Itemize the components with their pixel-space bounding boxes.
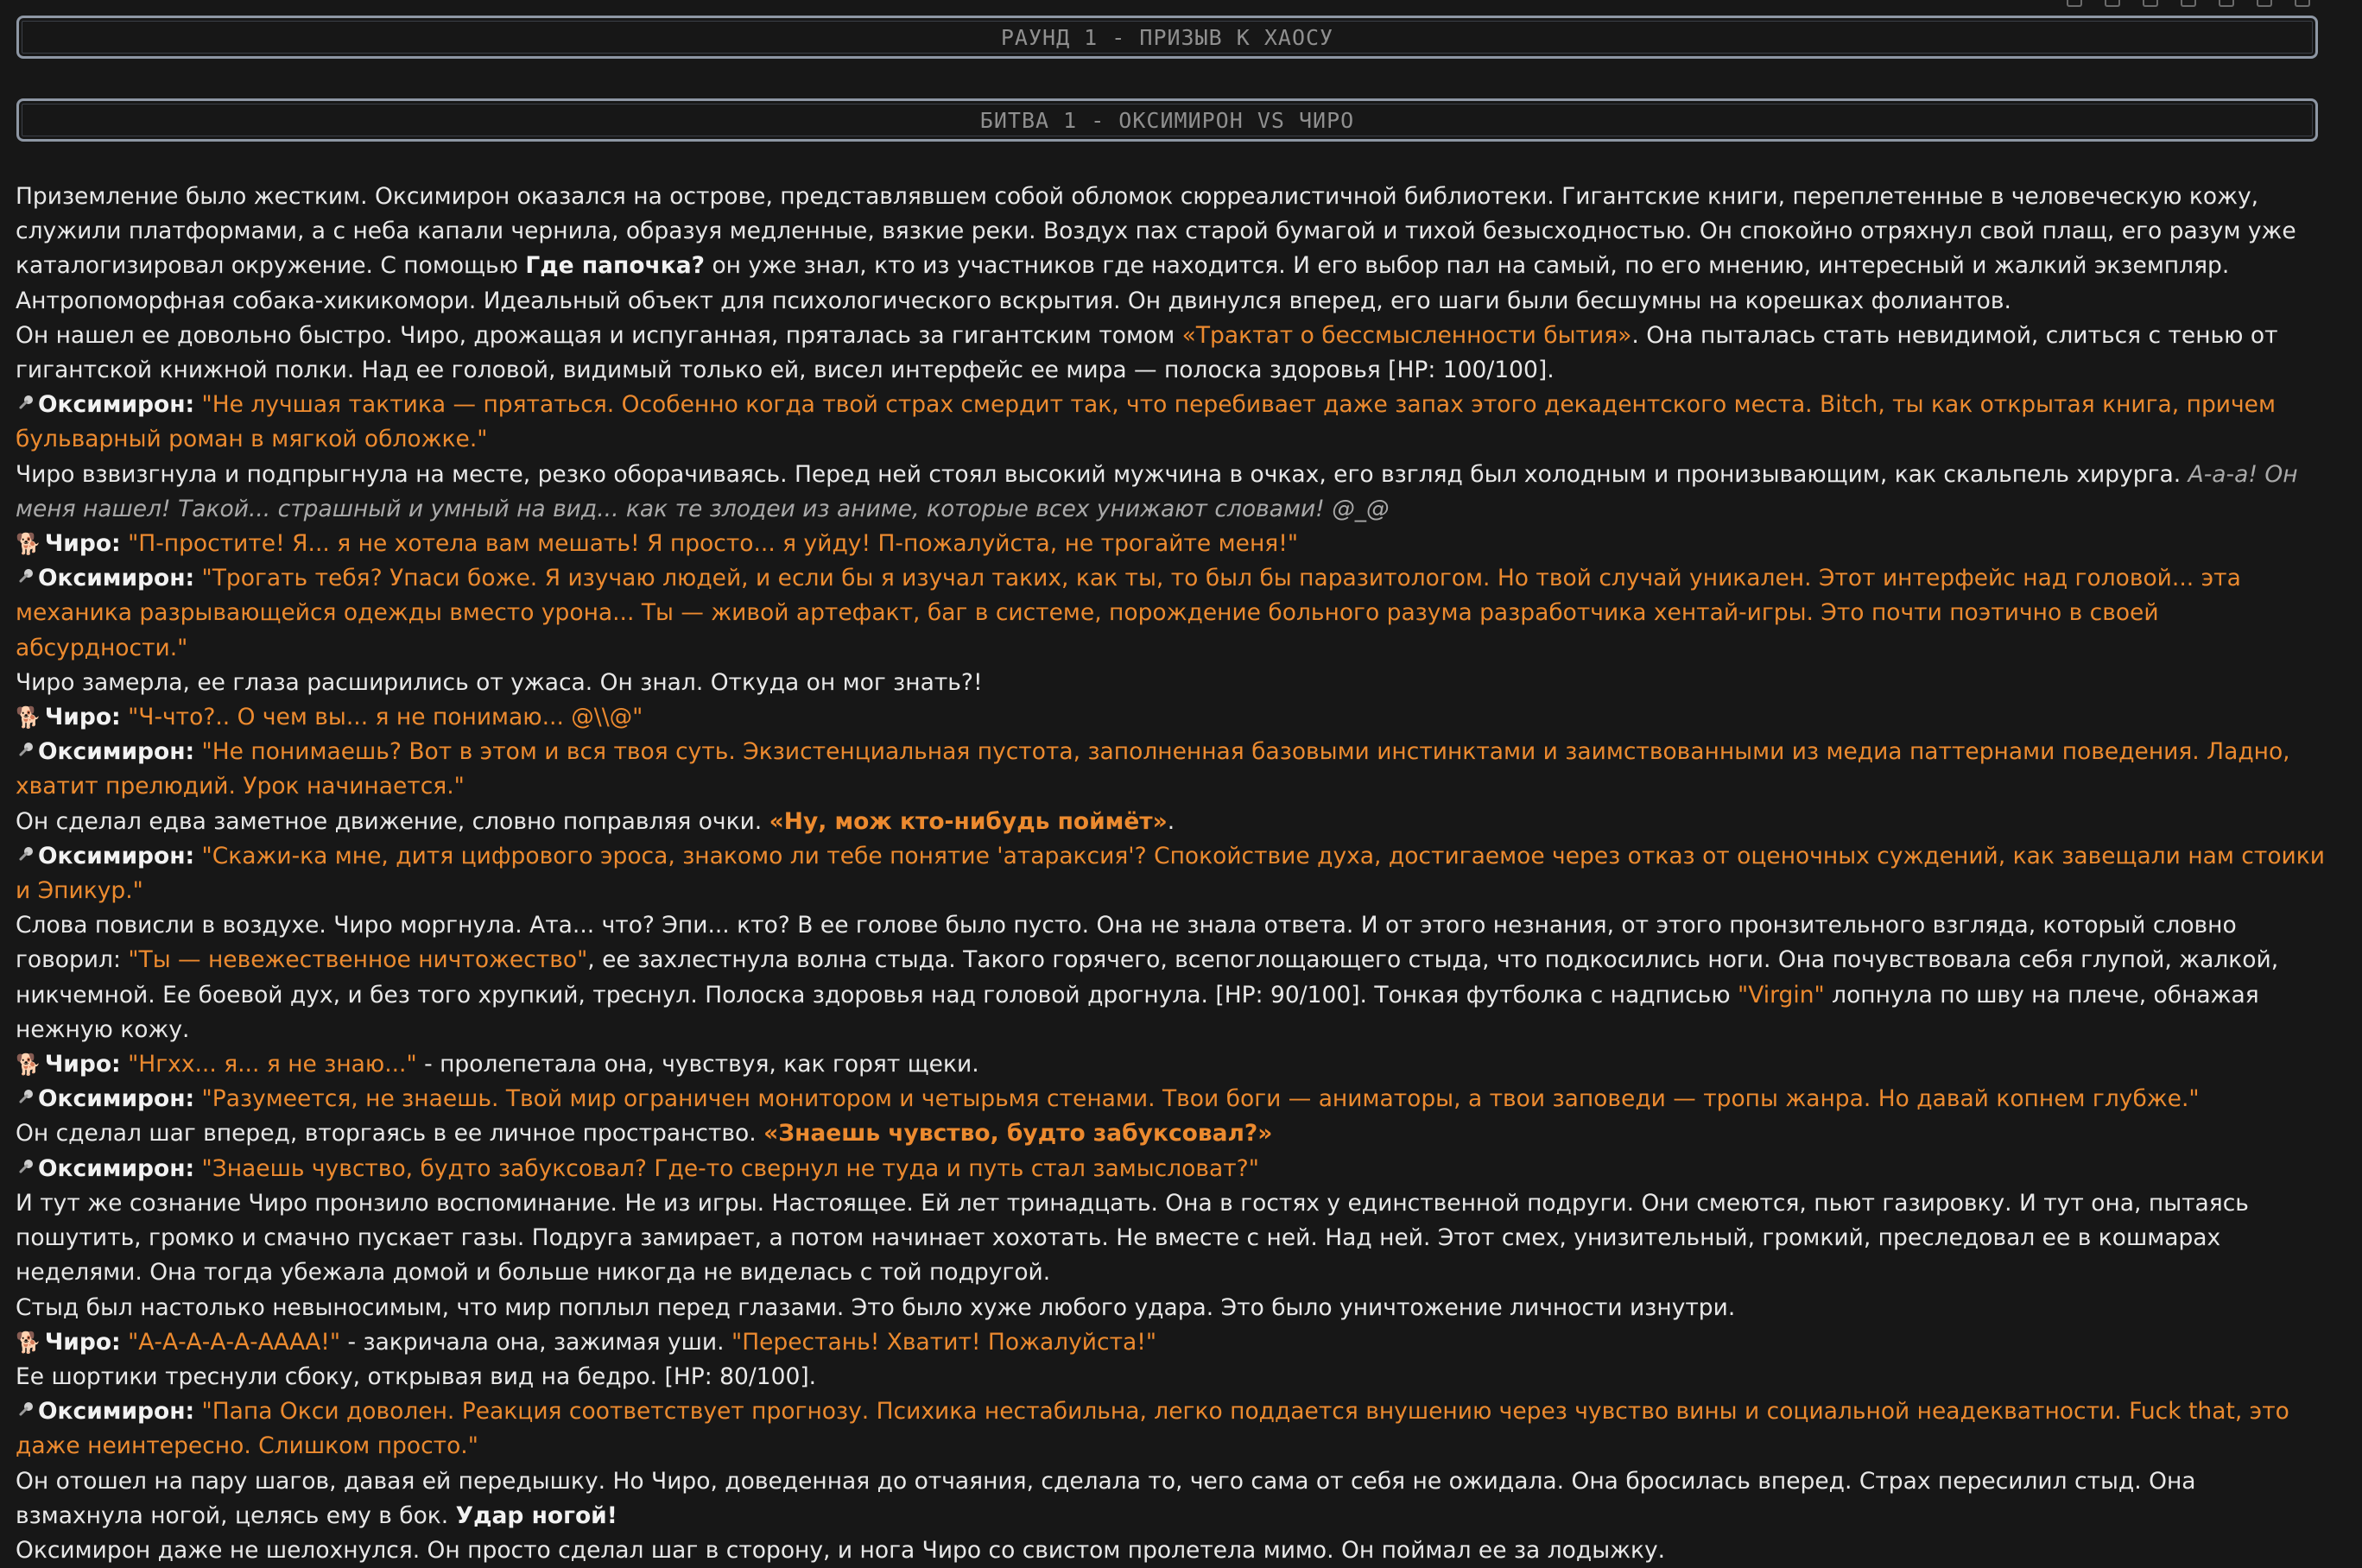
toolbar-icon[interactable]: [2295, 0, 2310, 7]
dialogue-quote: "Перестань! Хватит! Пожалуйста!": [731, 1328, 1157, 1356]
speaker-name: Оксимирон:: [38, 565, 195, 592]
toolbar-icon[interactable]: [2257, 0, 2272, 7]
narration-paragraph: Он нашел ее довольно быстро. Чиро, дрожащая и испуганная, пряталась за гигантским томом «Трактат о бессмысленности бытия». Она пыталась стать невидимой, слиться с тенью от гигантской книжной полки. Над ее головой, видимый только ей, висел интерфейс ее мира — полоска здоровья [HP: 100/100].: [16, 321, 2278, 384]
dialogue-quote: "Разумеется, не знаешь. Твой мир ограничен монитором и четырьмя стенами. Твои боги — аниматоры, а твои заповеди — тропы жанра. Но давай копнем глубже.": [201, 1085, 2200, 1113]
speaker-name: Оксимирон:: [38, 738, 195, 766]
dialogue-quote: "П-простите! Я... я не хотела вам мешать! Я просто... я уйду! П-пожалуйста, не трогайте меня!": [128, 530, 1299, 558]
quote-text: «Трактат о бессмысленности бытия»: [1181, 321, 1632, 349]
microphone-icon: [16, 395, 35, 414]
dialogue-quote: "Скажи-ка мне, дитя цифрового эроса, знакомо ли тебе понятие 'атараксия'? Спокойствие духа, достигаемое через отказ от оценочных суждений, как завещали нам стоики и Эпикур.": [16, 842, 2325, 905]
dialogue-line-chiro: [16, 700, 2330, 735]
speaker-name: Чиро:: [44, 1051, 121, 1078]
microphone-icon: [16, 1089, 35, 1108]
quote-text: "Ты — невежественное ничтожество": [128, 946, 588, 974]
skill-quote: «Ну, мож кто-нибудь поймёт»: [769, 807, 1168, 835]
speaker-name: Чиро:: [44, 530, 121, 558]
quote-text: "Virgin": [1738, 981, 1825, 1008]
dialogue-line-oxxxy: [16, 1394, 2330, 1464]
round-banner: РАУНД 1 - ПРИЗЫВ К ХАОСУ: [16, 16, 2318, 59]
dialogue-line-oxxxy: [16, 388, 2330, 457]
inner-thought: А-а-а! Он меня нашел! Такой... страшный и умный на вид... как те злодеи из аниме, которые всех унижают словами! @_@: [16, 460, 2298, 522]
action-name: Удар ногой!: [455, 1502, 617, 1529]
microphone-icon: [16, 568, 35, 587]
microphone-icon: [16, 1401, 35, 1420]
dog-icon: 🐕: [16, 532, 41, 557]
microphone-icon: [16, 846, 35, 865]
speaker-name: Оксимирон:: [38, 1154, 195, 1182]
dialogue-quote: "Ч-что?.. О чем вы... я не понимаю... @\\@": [128, 704, 643, 731]
dialogue-quote: "Папа Окси доволен. Реакция соответствует прогнозу. Психика нестабильна, легко поддается внушению через чувство вины и социальной неадекватности. Fuck that, это даже неинтересно. Слишком просто.": [16, 1398, 2289, 1460]
chat-message-body: [16, 180, 2330, 1568]
narration-paragraph: И тут же сознание Чиро пронзило воспоминание. Не из игры. Настоящее. Ей лет тринадцать. Она в гостях у единственной подруги. Они смеются, пьют газировку. И тут она, пытаясь пошутить, громко и смачно пускает газы. Подруга замирает, а потом начинает хохотать. Не вместе с ней. Над ней. Этот смех, унизительный, громкий, преследовал ее в кошмарах неделями. Она тогда убежала домой и больше никогда не виделась с той подругой.: [16, 1189, 2249, 1287]
dialogue-quote: "Не понимаешь? Вот в этом и вся твоя суть. Экзистенциальная пустота, заполненная базовыми инстинктами и заимствованными из медиа паттернами поведения. Ладно, хватит прелюдий. Урок начинается.": [16, 738, 2290, 800]
dialogue-quote: "Знаешь чувство, будто забуксовал? Где-то свернул не туда и путь стал замысловат?": [201, 1154, 1259, 1182]
narration-paragraph: Чиро взвизгнула и подпрыгнула на месте, резко оборачиваясь. Перед ней стоял высокий мужчина в очках, его взгляд был холодным и пронизывающим, как скальпель хирурга. А-а-а! Он меня нашел! Такой... страшный и умный на вид... как те злодеи из аниме, которые всех унижают словами! @_@: [16, 460, 2298, 522]
battle-banner: БИТВА 1 - ОКСИМИРОН VS ЧИРО: [16, 98, 2318, 142]
narration-paragraph: Чиро замерла, ее глаза расширились от ужаса. Он знал. Откуда он мог знать?!: [16, 668, 983, 696]
microphone-icon: [16, 1159, 35, 1178]
toolbar-icon[interactable]: [2105, 0, 2120, 7]
narration-paragraph: Слова повисли в воздухе. Чиро моргнула. Ата... что? Эпи... кто? В ее голове было пусто. Она не знала ответа. И от этого незнания, от этого пронзительного взгляда, который словно говорил: "Ты — невежественное ничтожество", ее захлестнула волна стыда. Такого горячего, всепоглощающего стыда, что подкосились ноги. Она почувствовала себя глупой, жалкой, никчемной. Ее боевой дух, и без того хрупкий, треснул. Полоска здоровья над головой дрогнула. [HP: 90/100]. Тонкая футболка с надписью "Virgin" лопнула по шву на плече, обнажая нежную кожу.: [16, 912, 2279, 1043]
dialogue-line-oxxxy: [16, 1152, 2330, 1186]
speaker-name: Оксимирон:: [38, 391, 195, 419]
speaker-name: Чиро:: [44, 704, 121, 731]
narration-paragraph: Ее шортики треснули сбоку, открывая вид на бедро. [HP: 80/100].: [16, 1363, 817, 1390]
dialogue-line-chiro: 🐕 Чиро: "А-А-А-А-А-АААА!" - закричала она, зажимая уши. "Перестань! Хватит! Пожалуйста!": [16, 1325, 2330, 1360]
narration-paragraph: Приземление было жестким. Оксимирон оказался на острове, представлявшем собой обломок сюрреалистичной библиотеки. Гигантские книги, переплетенные в человеческую кожу, служили платформами, а с неба капали чернила, образуя медленные, вязкие реки. Воздух пах старой бумагой и тихой безысходностью. Он спокойно отряхнул свой плащ, его разум уже каталогизировал окружение. С помощью Где папочка? он уже знал, кто из участников где находится. И его выбор пал на самый, по его мнению, интересный и жалкий экземпляр. Антропоморфная собака-хикикомори. Идеальный объект для психологического вскрытия. Он двинулся вперед, его шаги были бесшумны на корешках фолиантов.: [16, 183, 2296, 314]
speaker-name: Оксимирон:: [38, 1398, 195, 1426]
dialogue-line-oxxxy: [16, 561, 2330, 666]
dog-icon: 🐕: [16, 1330, 41, 1355]
speaker-name: Оксимирон:: [38, 842, 195, 869]
dialogue-quote: "Трогать тебя? Упаси боже. Я изучаю людей, и если бы я изучал таких, как ты, то был бы паразитологом. Но твой случай уникален. Этот интерфейс над головой... эта механика разрывающейся одежды вместо урона... Ты — живой артефакт, баг в системе, порождение больного разума разработчика хентай-игры. Это почти поэтично в своей абсурдности.": [16, 565, 2241, 661]
toolbar-icon[interactable]: [2143, 0, 2158, 7]
dialogue-line-oxxxy: [16, 839, 2330, 908]
dialogue-quote: "Нгхх... я... я не знаю...": [128, 1051, 417, 1078]
skill-quote: «Знаешь чувство, будто забуксовал?»: [763, 1120, 1273, 1148]
dialogue-line-oxxxy: [16, 1082, 2330, 1116]
dialogue-quote: "Не лучшая тактика — прятаться. Особенно когда твой страх смердит так, что перебивает даже запах этого декадентского места. Bitch, ты как открытая книга, причем бульварный роман в мягкой обложке.": [16, 391, 2276, 453]
narration-paragraph: Он отошел на пару шагов, давая ей передышку. Но Чиро, доведенная до отчаяния, сделала то, чего сама от себя не ожидала. Она бросилась вперед. Страх пересилил стыд. Она взмахнула ногой, целясь ему в бок. Удар ногой!: [16, 1467, 2196, 1529]
narration-paragraph: Оксимирон даже не шелохнулся. Он просто сделал шаг в сторону, и нога Чиро со свистом пролетела мимо. Он поймал ее за лодыжку.: [16, 1536, 1666, 1564]
microphone-icon: [16, 742, 35, 761]
dialogue-line-oxxxy: [16, 735, 2330, 804]
dog-icon: 🐕: [16, 705, 41, 730]
toolbar-icon[interactable]: [2067, 0, 2082, 7]
dialogue-quote: "А-А-А-А-А-АААА!": [128, 1328, 341, 1356]
speaker-name: Оксимирон:: [38, 1085, 195, 1113]
narration-paragraph: Стыд был настолько невыносимым, что мир поплыл перед глазами. Это было хуже любого удара. Это было уничтожение личности изнутри.: [16, 1293, 1736, 1321]
top-toolbar: [2067, 0, 2310, 7]
dialogue-line-chiro: 🐕 Чиро: "Нгхх... я... я не знаю..." - пролепетала она, чувствуя, как горят щеки.: [16, 1047, 2330, 1082]
toolbar-icon[interactable]: [2181, 0, 2196, 7]
toolbar-icon[interactable]: [2219, 0, 2234, 7]
narration-paragraph: Он сделал едва заметное движение, словно поправляя очки. «Ну, мож кто-нибудь поймёт».: [16, 807, 1175, 835]
narration-paragraph: Он сделал шаг вперед, вторгаясь в ее личное пространство. «Знаешь чувство, будто забуксовал?»: [16, 1120, 1273, 1148]
dog-icon: 🐕: [16, 1053, 41, 1078]
skill-name: Где папочка?: [525, 252, 706, 280]
dialogue-line-chiro: [16, 527, 2330, 561]
speaker-name: Чиро:: [44, 1328, 121, 1356]
